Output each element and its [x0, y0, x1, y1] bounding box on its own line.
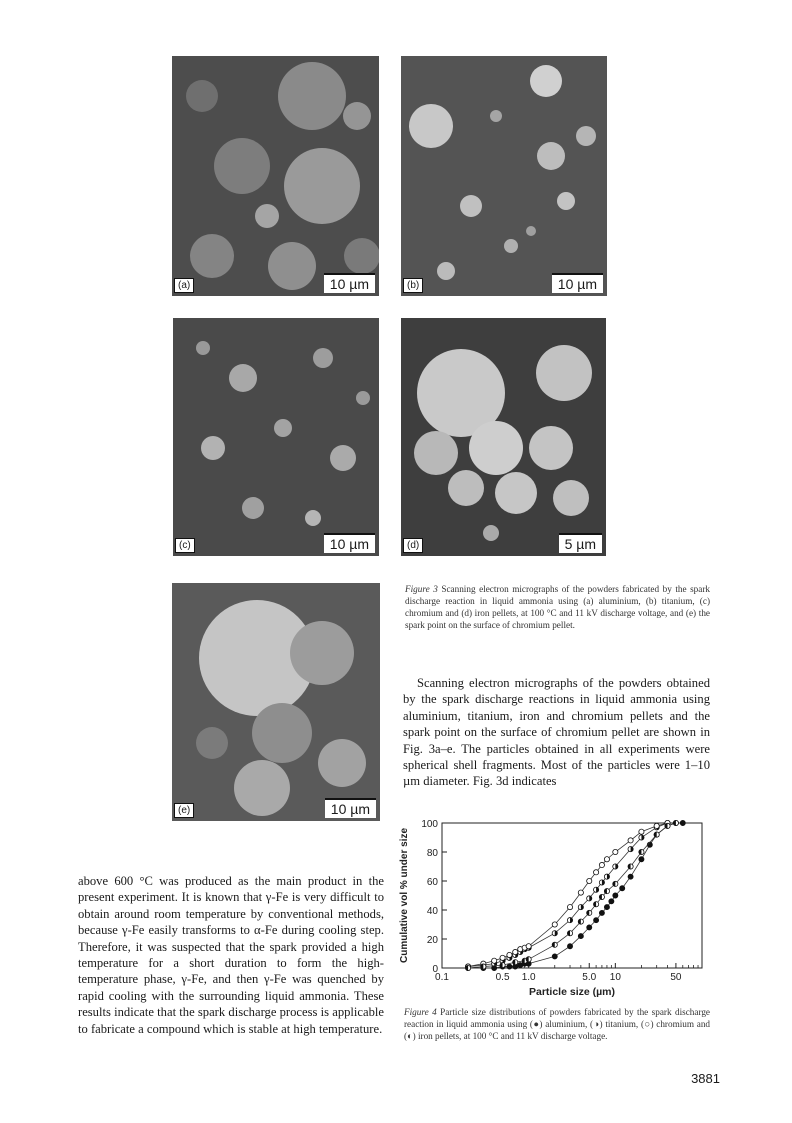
data-point [613, 864, 618, 869]
data-point [567, 944, 572, 949]
data-point [594, 887, 599, 892]
data-point [628, 838, 633, 843]
data-point [567, 905, 572, 910]
micrograph-e-image [172, 583, 380, 821]
data-point [526, 957, 531, 962]
data-point [465, 965, 470, 970]
data-point [500, 963, 505, 968]
data-point [552, 922, 557, 927]
data-point [639, 829, 644, 834]
data-point [613, 881, 618, 886]
data-point [620, 886, 625, 891]
x-tick-label: 10 [609, 972, 621, 983]
data-point [552, 942, 557, 947]
x-tick-label: 5.0 [582, 972, 597, 983]
data-point [639, 835, 644, 840]
data-point [526, 944, 531, 949]
data-point [609, 899, 614, 904]
y-tick-label: 100 [421, 819, 438, 830]
y-tick-label: 0 [432, 964, 438, 975]
left-paragraph [78, 873, 384, 1037]
data-point [594, 918, 599, 923]
y-tick-label: 60 [426, 877, 438, 888]
x-tick-label: 50 [670, 972, 682, 983]
data-point [599, 894, 604, 899]
data-point [507, 952, 512, 957]
panel-label-e: (e) [174, 803, 194, 818]
data-point [628, 864, 633, 869]
y-tick-label: 20 [426, 935, 438, 946]
micrograph-d-image [401, 318, 606, 556]
x-tick-label: 1.0 [521, 972, 536, 983]
data-point [594, 870, 599, 875]
micrograph-d [401, 318, 606, 556]
scale-bar-c: 10 µm [324, 533, 375, 553]
figure4-chart [397, 816, 717, 1001]
data-point [604, 889, 609, 894]
x-tick-label: 0.5 [495, 972, 510, 983]
data-point [578, 905, 583, 910]
right-paragraph-text: Scanning electron micrographs of the powders obtained by the spark discharge reactions in liquid ammonia using aluminium, titanium, iron and chromium pellets and the spark point on the surface of chromium pellet are shown in Fig. 3a–e. The particles obtained in all experiments were spherical shell fragments. Most of the particles were 1–10 µm diameter. Fig. 3d indicates [403, 676, 710, 789]
micrograph-c-image [173, 318, 379, 556]
data-point [587, 910, 592, 915]
figure3-caption [405, 583, 710, 631]
left-paragraph-text: above 600 °C was produced as the main product in the present experiment. It is known that γ-Fe is very difficult to obtain around room temperature by conventional methods, because γ-Fe easily transforms to α-Fe during cooling step. Therefore, it was suspected that the spark provided a high temperature for a short duration to form the high-temperature phase, γ-Fe, and then γ-Fe was quenched by rapid cooling with the surrounding liquid ammonia. These results indicate that the spark discharge process is applicable to fabricate a compound which is stable at high temperature. [78, 874, 384, 1036]
data-point [673, 820, 678, 825]
data-point [639, 849, 644, 854]
data-point [513, 960, 518, 965]
scale-bar-d: 5 µm [559, 533, 602, 553]
data-point [654, 823, 659, 828]
scale-bar-e: 10 µm [325, 798, 376, 818]
figure4-caption-text: Particle size distributions of powders fabricated by the spark discharge reaction in liquid ammonia using (●) aluminium, (◑) titanium, (○) chromium and (◐) iron pellets, at 100 °C and 11 kV discharge voltage. [404, 1007, 711, 1041]
figure4-chart-svg [397, 816, 717, 1001]
data-point [492, 958, 497, 963]
data-point [481, 964, 486, 969]
y-tick-label: 80 [426, 848, 438, 859]
figure3-caption-text: Scanning electron micrographs of the powders fabricated by the spark discharge reaction in liquid ammonia using (a) aluminium, (b) titanium, (c) chromium and (d) iron pellets, at 100 °C and 11 kV discharge voltage, and (e) the spark point on the surface of chromium pellet. [405, 584, 710, 630]
data-point [567, 918, 572, 923]
data-point [654, 832, 659, 837]
data-point [599, 862, 604, 867]
data-point [587, 896, 592, 901]
data-point [599, 910, 604, 915]
data-point [613, 849, 618, 854]
data-point [513, 949, 518, 954]
y-tick-label: 40 [426, 906, 438, 917]
scale-bar-b: 10 µm [552, 273, 603, 293]
figure4-caption [404, 1006, 710, 1042]
data-point [587, 878, 592, 883]
panel-label-a: (a) [174, 278, 194, 293]
data-point [628, 874, 633, 879]
figure3-caption-label: Figure 3 [405, 584, 438, 594]
panel-label-c: (c) [175, 538, 195, 553]
scale-bar-a: 10 µm [324, 273, 375, 293]
micrograph-a-image [172, 56, 379, 296]
panel-label-d: (d) [403, 538, 423, 553]
data-point [578, 919, 583, 924]
data-point [604, 857, 609, 862]
data-point [507, 964, 512, 969]
right-paragraph [403, 675, 710, 790]
x-axis-label: Particle size (µm) [529, 986, 615, 998]
data-point [587, 925, 592, 930]
data-point [599, 880, 604, 885]
data-point [628, 847, 633, 852]
x-tick-label: 0.1 [435, 972, 449, 983]
micrograph-b [401, 56, 607, 296]
data-point [567, 931, 572, 936]
data-point [665, 823, 670, 828]
micrograph-b-image [401, 56, 607, 296]
data-point [604, 905, 609, 910]
micrograph-e [172, 583, 380, 821]
micrograph-c [173, 318, 379, 556]
data-point [552, 954, 557, 959]
data-point [680, 820, 685, 825]
data-point [578, 934, 583, 939]
data-point [578, 890, 583, 895]
data-point [594, 902, 599, 907]
data-point [552, 931, 557, 936]
data-point [500, 955, 505, 960]
data-point [613, 893, 618, 898]
micrograph-a [172, 56, 379, 296]
page-number: 3881 [691, 1071, 720, 1086]
panel-label-b: (b) [403, 278, 423, 293]
data-point [604, 874, 609, 879]
data-point [639, 857, 644, 862]
y-axis-label: Cumulative vol % under size [399, 827, 410, 964]
figure4-caption-label: Figure 4 [404, 1007, 437, 1017]
